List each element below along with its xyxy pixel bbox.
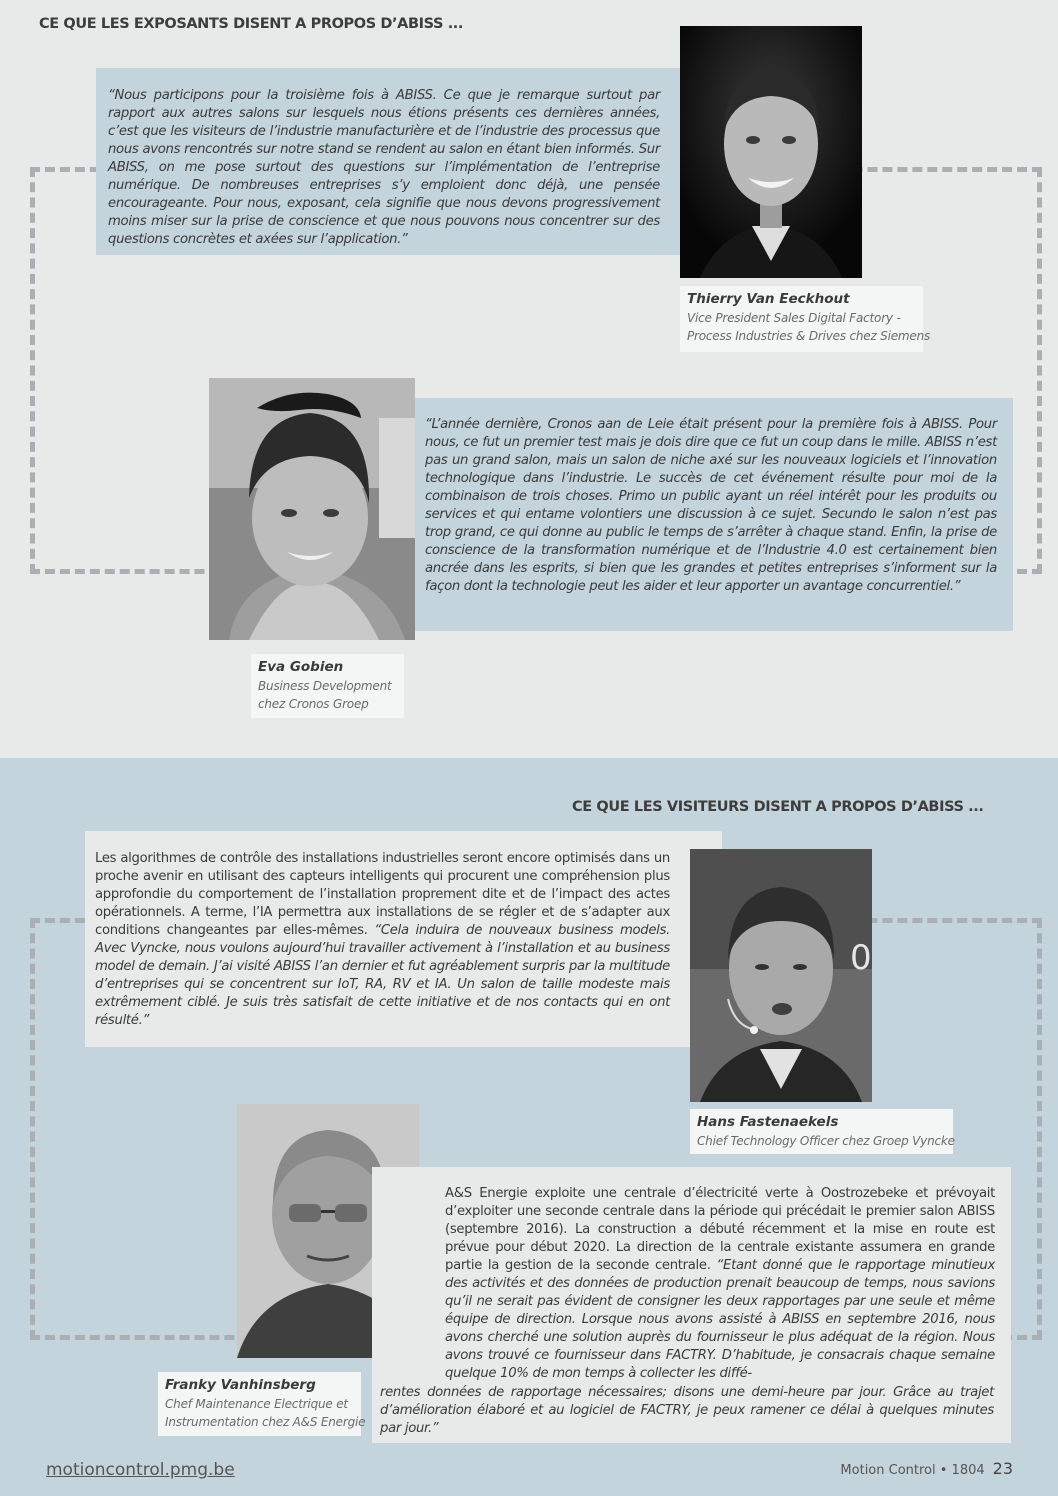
- footer-issue-label: Motion Control • 1804: [840, 1463, 985, 1478]
- svg-text:0: 0: [850, 938, 872, 978]
- name-franky: Franky Vanhinsberg: [165, 1377, 316, 1393]
- role-franky-line2: Instrumentation chez A&S Energie: [165, 1415, 366, 1429]
- role-thierry-line2: Process Industries & Drives chez Siemens: [687, 329, 931, 343]
- caption-hans: [690, 1109, 953, 1154]
- photo-eva-gobien: [209, 378, 415, 640]
- quote-text-eva: “L’année dernière, Cronos aan de Leie était présent pour la première fois à ABISS. Pour nous, ce fut un premier test mais je dois dire que ce fut un coup dans le mille. ABISS n’est pas un grand salon, mais un salon de niche axé sur les nouveaux logiciels et l’innovation technologique dans l’industrie. Le succès de cet événement résulte pour moi de la combinaison de trois choses. Primo un public ayant un réel intérêt pour les produits ou services et qui entame volontiers une discussion à ce sujet. Secundo le salon n’est pas trop grand, ce qui donne au public le temps de s’arrêter à chaque stand. Enfin, la prise de conscience de la transformation numérique et de l’Industrie 4.0 est certainement bien ancrée dans les esprits, si bien que les grandes et petites entreprises s’informent sur la façon dont la technologie peut les aider et leur apporter un avantage concurrentiel.”: [425, 417, 997, 594]
- role-eva-line1: Business Development: [258, 679, 392, 693]
- role-hans-line1: Chief Technology Officer chez Groep Vyncke: [697, 1134, 955, 1148]
- page-number: 23: [992, 1459, 1013, 1478]
- quote-text-franky-italic-b: rentes données de rapportage nécessaires; disons une demi-heure par jour. Grâce au trajet d’amélioration élaboré et au logiciel de FACTRY, je peux ramener ce délai à quelques minutes par jour.”: [380, 1385, 994, 1436]
- portrait-man-1: [680, 26, 862, 278]
- quote-text-franky-plain: A&S Energie exploite une centrale d’électricité verte à Oostrozebeke et prévoyait d’exploiter une seconde centrale dans la période qui précédait le premier salon ABISS (septembre 2016). La construction a débuté récemment et la mise en route est prévue pour début 2020. La direction de la centrale existante assumera en grande partie la gestion de la seconde centrale.: [445, 1186, 995, 1273]
- footer-issue: [840, 1459, 1013, 1478]
- quote-text-thierry: “Nous participons pour la troisième fois à ABISS. Ce que je remarque surtout par rapport aux autres salons sur lesquels nous étions présents ces dernières années, c’est que les visiteurs de l’industrie manufacturière et de l’industrie des processus que nous avons rencontrés sur notre stand se rendent au salon en étant bien informés. Sur ABISS, on me pose surtout des questions sur l’implémentation de l’entreprise numérique. De nombreuses entreprises s’y emploient donc déjà, une pensée encourageante. Pour nous, exposant, cela signifie que nous devons progressivement moins miser sur la prise de conscience et que nous pouvons nous concentrer sur des questions concrètes et axées sur l’application.”: [108, 88, 660, 247]
- portrait-man-2: [690, 849, 872, 1102]
- name-eva: Eva Gobien: [258, 659, 344, 675]
- portrait-woman-1: [209, 378, 415, 640]
- quote-text-franky-italic-a: “Etant donné que le rapportage minutieux des activités et des données de production prenait beaucoup de temps, nous savions qu’il ne serait pas évident de consigner les deux rapportages par une seule et même équipe de direction. Lorsque nous avons assisté à ABISS en septembre 2016, nous avons cherché une solution auprès du fournisseur le plus adéquat de la région. Nous avons trouvé ce fournisseur dans FACTRY. D’habitude, je consacrais chaque semaine quelque 10% de mon temps à collecter les diffé-: [445, 1258, 995, 1381]
- quote-text-hans: [95, 850, 670, 1030]
- caption-eva: [251, 654, 404, 718]
- role-thierry-line1: Vice President Sales Digital Factory -: [687, 311, 901, 325]
- photo-thierry-van-eeckhout: [680, 26, 862, 278]
- name-thierry: Thierry Van Eeckhout: [687, 291, 850, 307]
- quote-text-hans-italic: “Cela induira de nouveaux business models. Avec Vyncke, nous voulons aujourd’hui travailler activement à l’installation et au business model de demain. J’ai visité ABISS l’an dernier et fut agréablement surpris par la multitude d’entreprises qui se concentrent sur IoT, RA, RV et IA. Un salon de taille modeste mais extrêmement ciblé. Je suis très satisfait de cette initiative et de nos contacts qui en ont résulté.”: [95, 923, 670, 1028]
- quote-text-franky-bottom: [380, 1384, 994, 1438]
- quote-text-franky-top: [445, 1185, 995, 1383]
- quote-box-eva: [415, 398, 1013, 631]
- caption-thierry: [680, 286, 931, 352]
- quote-box-thierry: [96, 68, 680, 255]
- role-franky-line1: Chef Maintenance Electrique et: [165, 1397, 348, 1411]
- caption-franky: [158, 1372, 366, 1436]
- quote-text-hans-plain: Les algorithmes de contrôle des installations industrielles seront encore optimisés dans un proche avenir en utilisant des capteurs intelligents qui procurent une compréhension plus approfondie du comportement de l’installation proprement dite et de l’impact des actes opérationnels. A terme, l’IA permettra aux installations de se régler et de s’adapter aux conditions changeantes par elles-mêmes.: [95, 851, 670, 938]
- footer-website-link[interactable]: motioncontrol.pmg.be: [46, 1460, 235, 1480]
- quote-text-franky: [445, 1185, 995, 1383]
- visitors-heading: CE QUE LES VISITEURS DISENT A PROPOS D’ABISS ...: [572, 799, 984, 815]
- name-hans: Hans Fastenaekels: [697, 1114, 839, 1130]
- quote-box-hans: [85, 831, 722, 1047]
- role-eva-line2: chez Cronos Groep: [258, 697, 369, 711]
- exhibitors-heading: CE QUE LES EXPOSANTS DISENT A PROPOS D’ABISS ...: [39, 16, 464, 32]
- photo-hans-fastenaekels: [690, 849, 872, 1102]
